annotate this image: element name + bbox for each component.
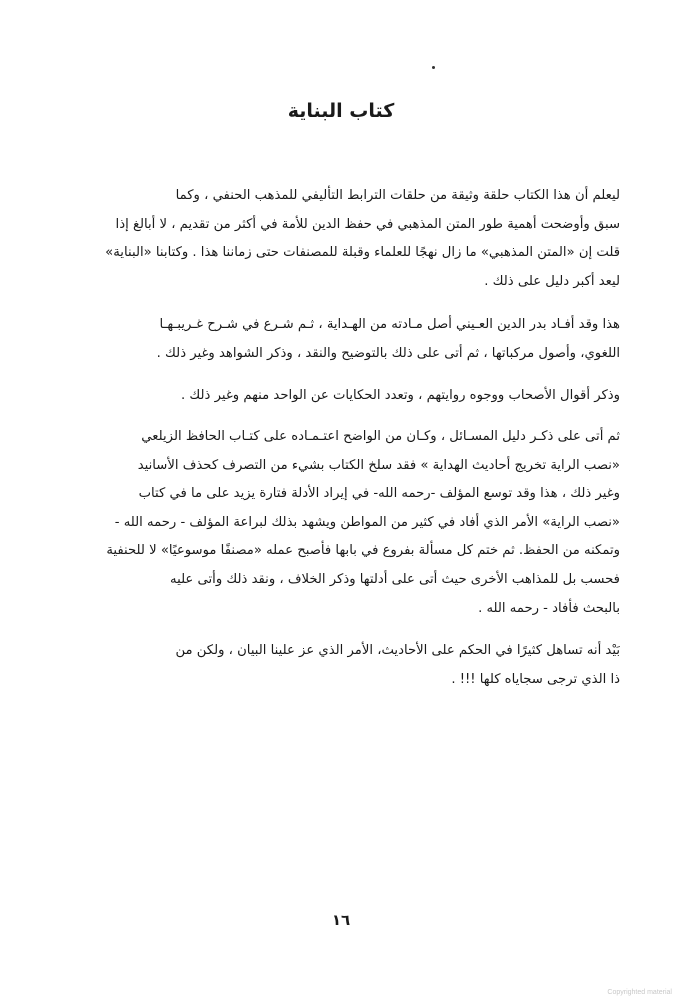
- paragraph-line: سبق وأوضحت أهمية طور المتن المذهبي في حفظ الدين للأمة في أكثر من تقديم ، لا أبالغ إذا: [115, 216, 620, 232]
- paragraph-line: قلت إن «المتن المذهبي» ما زال نهجًا للعلماء وقبلة للمصنفات حتى زماننا هذا . وكتابنا «البناية»: [105, 245, 620, 261]
- paragraph-line: فحسب بل للمذاهب الأخرى حيث أتى على أدلتها وذكر الخلاف ، ونقد ذلك وأتى عليه: [170, 571, 620, 587]
- paragraph-line: وغير ذلك ، هذا وقد توسع المؤلف -رحمه الله- في إيراد الأدلة فتارة يزيد على ما في كتاب: [138, 486, 620, 502]
- paragraph-line: «نصب الراية» الأمر الذي أفاد في كثير من المواطن ويشهد بذلك لبراعة المؤلف - رحمه الله -: [114, 514, 620, 530]
- paragraph-line: ذا الذي ترجى سجاياه كلها !!! .: [451, 671, 620, 687]
- paragraph-3: [62, 382, 620, 411]
- paragraph-line: ليعلم أن هذا الكتاب حلقة وثيقة من حلقات الترابط التأليفي للمذهب الحنفي ، وكما: [175, 188, 620, 203]
- paragraph-5: [62, 637, 620, 694]
- page-number: ١٦: [331, 911, 351, 929]
- copyright-watermark: Copyrighted material: [607, 989, 672, 996]
- paragraph-line: بالبحث فأفاد - رحمه الله .: [478, 600, 620, 616]
- paragraph-line: وذكر أقوال الأصحاب ووجوه روايتهم ، وتعدد الحكايات عن الواحد منهم وغير ذلك .: [181, 388, 620, 403]
- paragraph-line: بَيْد أنه تساهل كثيرًا في الحكم على الأحاديث، الأمر الذي عز علينا البيان ، ولكن من: [175, 643, 620, 658]
- paragraph-line: ثم أتى على ذكـر دليل المسـائل ، وكـان من الواضح اعتـمـاده على كتـاب الحافظ الزيلعي: [141, 429, 620, 444]
- stray-mark: [432, 66, 435, 69]
- paragraph-1: [62, 182, 620, 296]
- paragraph-line: «نصب الراية تخريج أحاديث الهداية » فقد سلخ الكتاب بشيء من التصرف كحذف الأسانيد: [137, 457, 620, 473]
- paragraph-line: ليعد أكبر دليل على ذلك .: [484, 273, 620, 289]
- paragraph-line: هذا وقد أفـاد بدر الدين العـيني أصل مـادته من الهـداية ، ثـم شـرع في شـرح غـريبـهـا: [159, 317, 620, 332]
- paragraph-line: وتمكنه من الحفظ. ثم ختم كل مسألة بفروع في بابها فأصبح عمله «مصنفًا موسوعيًا» لا للحنفية: [106, 543, 620, 559]
- paragraph-line: اللغوي، وأصول مركباتها ، ثم أتى على ذلك بالتوضيح والنقد ، وذكر الشواهد وغير ذلك .: [156, 345, 620, 361]
- page-title: كتاب البناية: [287, 100, 395, 122]
- paragraph-2: [62, 311, 620, 368]
- paragraph-4: [62, 423, 620, 623]
